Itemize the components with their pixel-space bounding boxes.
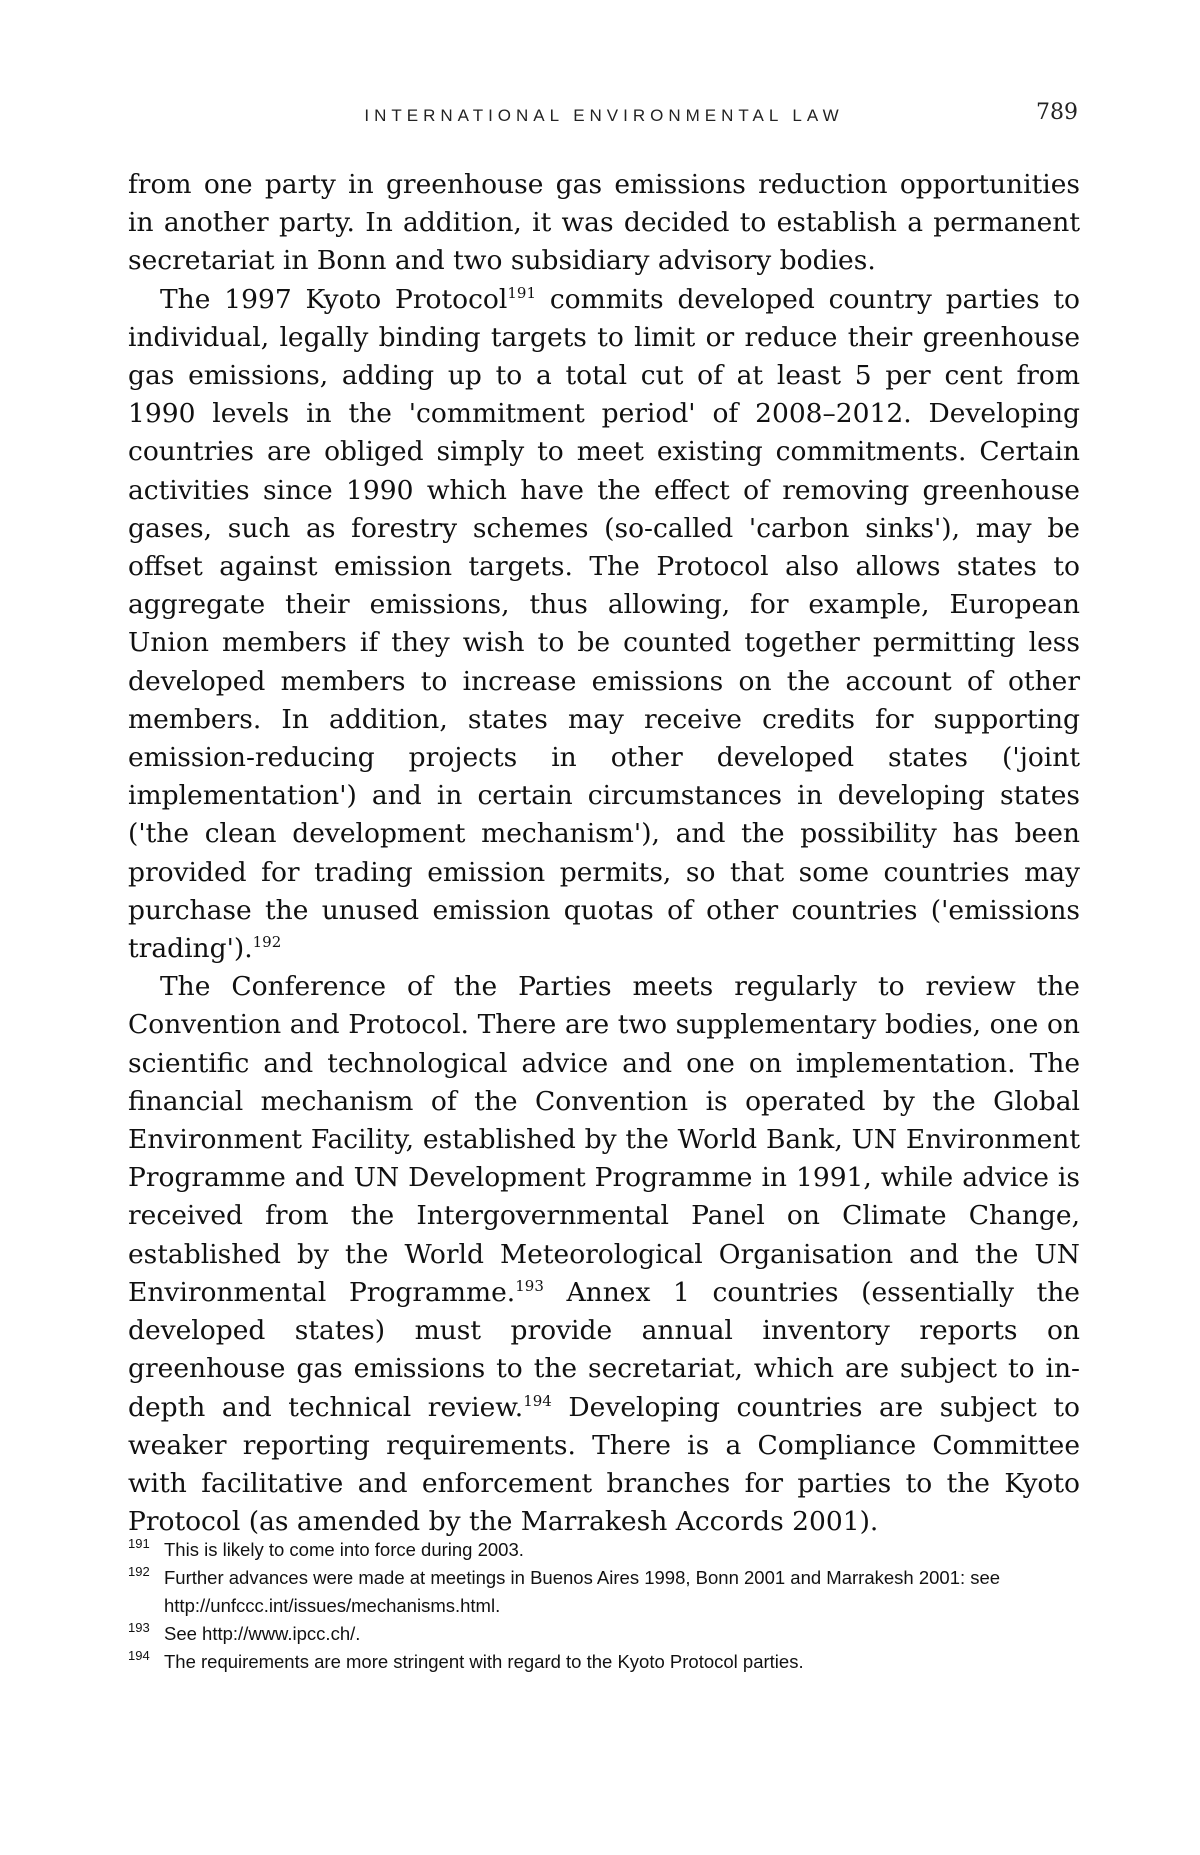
paragraph-1 [128,166,1080,281]
paragraph-3 [128,968,1080,1541]
footnote-text: Further advances were made at meetings in Buenos Aires 1998, Bonn 2001 and Marrakesh 2001: see http://unfccc.int/issues/mechanisms.html. [164,1567,1001,1616]
footnote-number: 194 [128,1648,150,1663]
footnote-text: This is likely to come into force during 2003. [164,1539,524,1560]
footnote-number: 192 [128,1564,150,1579]
paragraph-3-text-c: Developing countries are subject to weaker reporting requirements. There is a Compliance Committee with facilitative and enforcement branches for parties to the Kyoto Protocol (as amended by the Marrakesh Accords 2001). [128,1391,1080,1538]
footnote-number: 191 [128,1536,150,1551]
paragraph-1-text: from one party in greenhouse gas emissions reduction opportunities in another party. In addition, it was decided to establish a permanent secretariat in Bonn and two subsidiary advisory bodies. [128,169,1080,277]
footnotes [128,1536,1080,1676]
footnote-text: The requirements are more stringent with regard to the Kyoto Protocol parties. [164,1651,804,1672]
running-title: INTERNATIONAL ENVIRONMENTAL LAW [364,106,844,125]
footnote [128,1536,1080,1564]
footnote-ref-194: 194 [523,1391,552,1410]
footnote [128,1620,1080,1648]
paragraph-2 [128,281,1080,969]
footnote [128,1648,1080,1676]
paragraph-2-text-b: commits developed country parties to individual, legally binding targets to limit or reduce their greenhouse gas emissions, adding up to a total cut of at least 5 per cent from 1990 levels in the 'commitment period' of 2008–2012. Developing countries are obliged simply to meet existing commitments. Certain activities since 1990 which have the effect of removing greenhouse gases, such as forestry schemes (so-called 'carbon sinks'), may be offset against emission targets. The Protocol also allows states to aggregate their emissions, thus allowing, for example, European Union members if they wish to be counted together permitting less developed members to increase emissions on the account of other members. In addition, states may receive credits for supporting emission-reducing projects in other developed states ('joint implementation') and in certain circumstances in developing states ('the clean development mechanism'), and the possibility has been provided for trading emission permits, so that some countries may purchase the unused emission quotas of other countries ('emissions trading'). [128,283,1080,965]
footnote-text: See http://www.ipcc.ch/. [164,1623,361,1644]
footnote-ref-192: 192 [252,933,282,952]
body-text [128,166,1080,1541]
footnote-number: 193 [128,1620,150,1635]
paragraph-3-text-a: The Conference of the Parties meets regularly to review the Convention and Protocol. There are two supplementary bodies, one on scientific and technological advice and one on implementation. The financial mechanism of the Convention is operated by the Global Environment Facility, established by the World Bank, UN Environment Programme and UN Development Programme in 1991, while advice is received from the Intergovernmental Panel on Climate Change, established by the World Meteorological Organisation and the UN Environmental Programme. [128,971,1080,1308]
footnote [128,1564,1080,1620]
paragraph-3-text-b: Annex 1 countries (essentially the developed states) must provide annual inventory reports on greenhouse gas emissions to the secretariat, which are subject to in-depth and technical review. [128,1276,1080,1423]
running-header [128,100,1080,140]
footnote-ref-193: 193 [515,1277,544,1296]
footnote-ref-191: 191 [507,283,536,302]
page-number: 789 [1036,100,1078,125]
paragraph-2-text-a: The 1997 Kyoto Protocol [160,283,508,315]
